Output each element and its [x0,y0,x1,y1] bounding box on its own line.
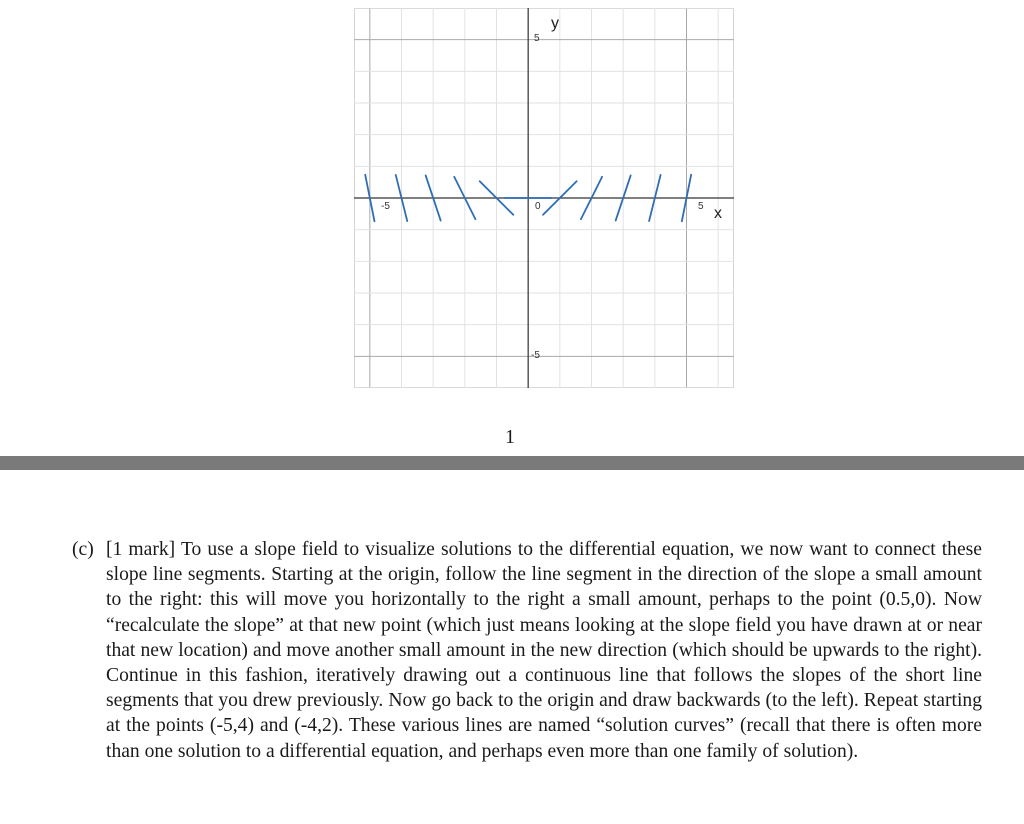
question-label: (c) [72,539,94,560]
tick-label-y-5: 5 [534,33,540,44]
tick-label-x-5: 5 [698,201,704,212]
tick-label-x-neg5: -5 [381,201,390,212]
slope-field-graph [354,8,734,388]
question-c [72,537,982,764]
page-number: 1 [505,426,515,448]
x-axis-label: x [714,205,722,222]
y-axis-label: y [551,15,559,32]
tick-label-y-neg5: -5 [531,350,540,361]
tick-label-origin: 0 [535,201,541,212]
question-text: [1 mark] To use a slope field to visualize solutions to the differential equation, we now want to connect these slope line segments. Starting at the origin, follow the line segment in the direction of the slope a small amount to the right: this will move you horizontally to the right a small amount, perhaps to the point (0.5,0). Now “recalculate the slope” at that new point (which just means looking at the slope field you have drawn at or near that new location) and move another small amount in the new direction (which should be upwards to the right). Continue in this fashion, iteratively drawing out a continuous line that follows the slopes of the short line segments that you drew previously. Now go back to the origin and draw backwards (to the left). Repeat starting at the points (-5,4) and (-4,2). These various lines are named “solution curves” (recall that there is often more than one solution to a differential equation, and perhaps even more than one family of solution). [106,539,982,762]
page-separator [0,456,1024,470]
